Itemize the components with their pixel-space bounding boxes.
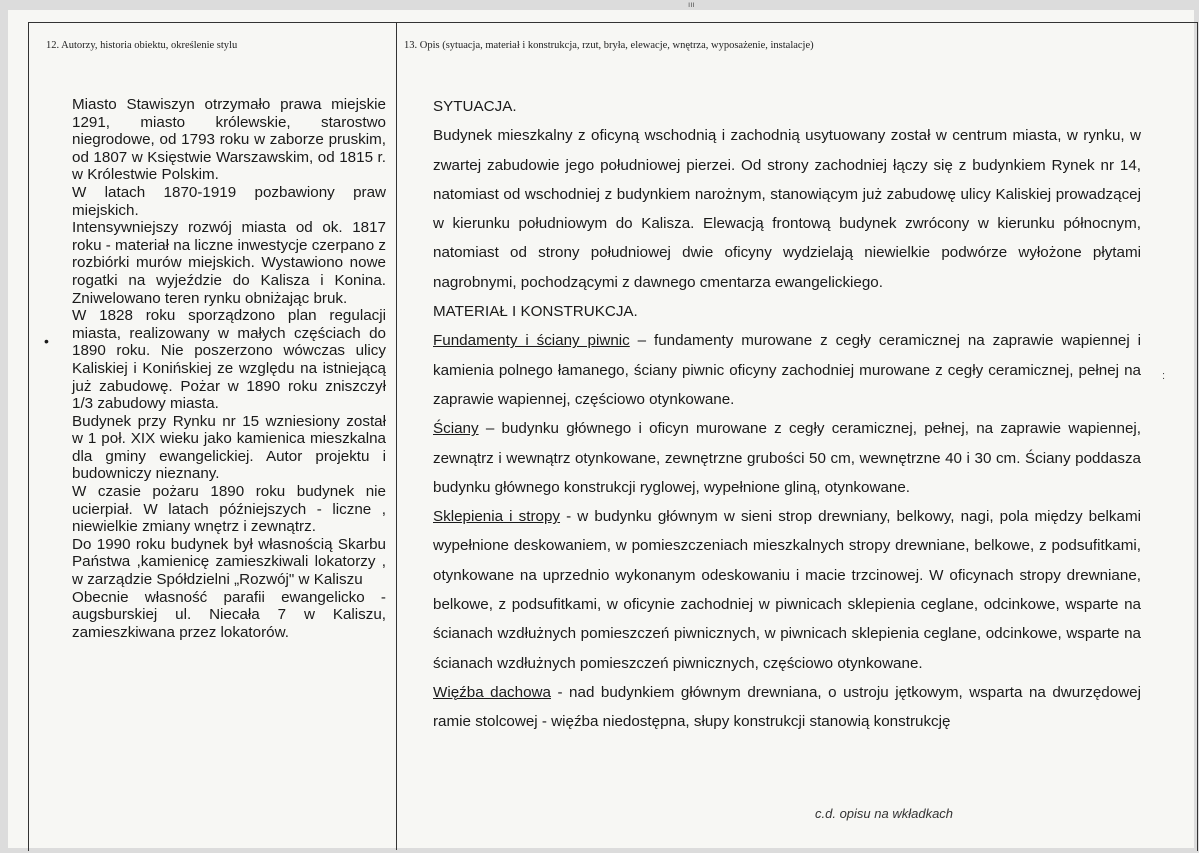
margin-mark: :: [1162, 370, 1166, 382]
sciany-text: – budynku głównego i oficyn murowane z cegły ceramicznej, pełnej, na zaprawie wapiennej, zewnątrz i wewnątrz otynkowane, zewnętrzne grubości 50 cm, wewnętrzne 40 i 30 cm. Ściany poddasza budynku głównego konstrukcji ryglowej, wypełnione gliną, otynkowane.: [433, 420, 1141, 496]
sklepienia-label: Sklepienia i stropy: [433, 508, 561, 526]
fundamenty-text: – fundamenty murowane z cegły ceramicznej na zaprawie wapiennej i kamienia polnego łamanego, ściany piwnic oficyny zachodniej murowane z cegły ceramicznej, pełnej na zaprawie wapiennej, częściowo otynkowane.: [433, 332, 1141, 408]
top-mark: ııı: [688, 0, 695, 9]
history-paragraph: W 1828 roku sporządzono plan regulacji miasta, realizowany w małych częściach do 1890 roku. Nie poszerzono wówczas ulicy Kaliskiej i Konińskiej ze względu na istniejącą już zabudowę. Pożar w 1890 roku zniszczył 1/3 zabudowy miasta.: [72, 307, 386, 413]
history-paragraph: Obecnie własność parafii ewangelicko - augsburskiej ul. Niecała 7 w Kaliszu, zamieszkiwana przez lokatorów.: [72, 588, 386, 641]
wiezba-item: [433, 678, 1141, 737]
margin-dot: •: [44, 333, 49, 349]
history-paragraph: Budynek przy Rynku nr 15 wzniesiony został w 1 poł. XIX wieku jako kamienica mieszkalna dla gminy ewangelickiej. Autor projektu i budowniczy nieznany.: [72, 412, 386, 483]
sklepienia-text: - w budynku głównym w sieni strop drewniany, belkowy, nagi, pola między belkami wypełnione deskowaniem, w pomieszczeniach mieszkalnych stropy drewniane, belkowe, z podsufitkami, otynkowane na uprzednio wykonanym odeskowaniu i macie trzcinowej. W oficynach stropy drewniane, belkowe, z podsufitkami, w oficynie zachodniej w piwnicach sklepienia ceglane, odcinkowe, wsparte na ścianach wzdłużnych pomieszczeń piwnicznych, w piwnicach sklepienia ceglane, odcinkowe, wsparte na ścianach wzdłużnych pomieszczeń piwnicznych, częściowo otynkowane.: [433, 508, 1141, 672]
wiezba-text: - nad budynkiem głównym drewniana, o ustroju jętkowym, wsparta na dwurzędowej ramie stolcowej - więźba niedostępna, słupy konstrukcji stanowią konstrukcję: [433, 683, 1141, 731]
fundamenty-label: Fundamenty i ściany piwnic: [433, 332, 630, 350]
section-13-header: 13. Opis (sytuacja, materiał i konstrukcja, rzut, bryła, elewacje, wnętrza, wyposażenie, instalacje): [404, 40, 814, 51]
continuation-note: c.d. opisu na wkładkach: [815, 806, 954, 821]
history-paragraph: W latach 1870-1919 pozbawiony praw miejskich.: [72, 183, 386, 219]
sytuacja-text: Budynek mieszkalny z oficyną wschodnią i zachodnią usytuowany został w centrum miasta, w rynku, w zwartej zabudowie jego południowej pierzei. Od strony zachodniej łączy się z budynkiem Rynek nr 14, natomiast od wschodniej z budynkiem narożnym, stanowiącym już zabudowę ulicy Kaliskiej prowadzącej w kierunku południowym do Kalisza. Elewacją frontową budynek zwrócony w kierunku północnym, natomiast od strony południowej dwie oficyny wydzielają niewielkie podwórze wyłożone płytami nagrobnymi, pochodzącymi z dawnego cmentarza ewangelickiego.: [433, 127, 1141, 291]
material-heading: MATERIAŁ I KONSTRUKCJA.: [433, 303, 638, 321]
description-column: [433, 92, 1141, 737]
sciany-label: Ściany: [433, 420, 479, 438]
section-12-header: 12. Autorzy, historia obiektu, określenie stylu: [46, 40, 238, 51]
history-column: [72, 96, 386, 641]
sciany-item: [433, 414, 1141, 502]
history-paragraph: W czasie pożaru 1890 roku budynek nie ucierpiał. W latach późniejszych - liczne , niewielkie zmiany wnętrz i zewnątrz.: [72, 483, 386, 536]
fundamenty-item: [433, 326, 1141, 414]
column-divider: [396, 22, 397, 850]
history-paragraph: Do 1990 roku budynek był własnością Skarbu Państwa ,kamienicę zamieszkiwali lokatorzy , w zarządzie Spółdzielni „Rozwój" w Kaliszu: [72, 535, 386, 589]
sytuacja-heading: SYTUACJA.: [433, 98, 517, 115]
sklepienia-item: [433, 502, 1141, 678]
history-paragraph: Intensywniejszy rozwój miasta od ok. 1817 roku - materiał na liczne inwestycje czerpano z rozbiórki murów miejskich. Wystawiono nowe rogatki na wyjeździe do Kalisza i Konina. Zniwelowano teren rynku obniżając bruk.: [72, 219, 387, 307]
history-paragraph: Miasto Stawiszyn otrzymało prawa miejskie 1291, miasto królewskie, starostwo niegrodowe, od 1793 roku w zaborze pruskim, od 1807 w Księstwie Warszawskim, od 1815 r. w Królestwie Polskim.: [72, 96, 386, 184]
wiezba-label: Więźba dachowa: [433, 683, 551, 701]
